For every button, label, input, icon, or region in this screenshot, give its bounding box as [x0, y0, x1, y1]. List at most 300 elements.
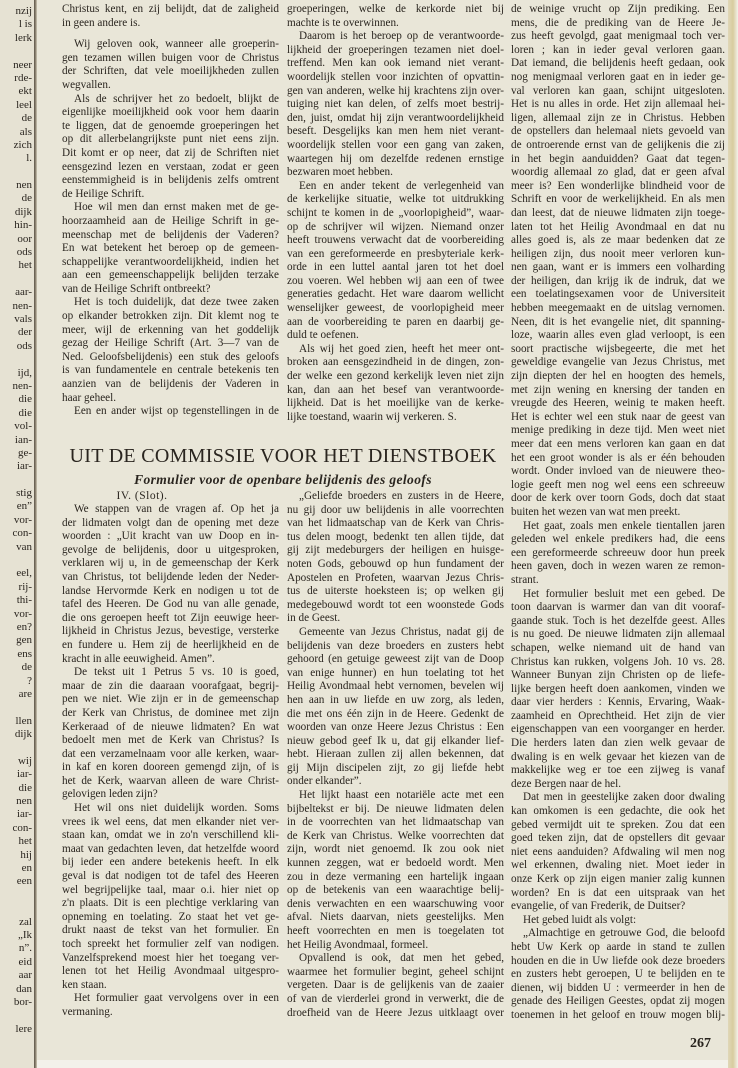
fragment-line	[0, 166, 32, 179]
text-line: nu gij door uw belijdenis in alle voorrechten	[287, 503, 504, 516]
fragment-line: thi-	[16, 594, 32, 607]
page-number: 267	[690, 1036, 711, 1051]
text-line: eensgezind lezen en verstaan, zodat er geen	[62, 160, 279, 173]
text-line: We stappen van de vragen af. Op het ja	[74, 503, 279, 515]
text-line: buiten het wezen van wat men preekt.	[511, 505, 681, 518]
fragment-line: llen	[15, 714, 32, 727]
text-line: en fundere u. Hem zij de heerlijkheid en de	[62, 638, 279, 651]
text-line: kan omkomen is een gedachte, die ook het	[511, 805, 725, 818]
text-line: daar vier herders : Kennis, Ervaring, Waak-	[511, 696, 725, 709]
fragment-line: het	[18, 835, 32, 848]
text-line: groeperingen, welke de kerkorde niet bij	[287, 3, 504, 15]
fragment-line: de	[21, 661, 32, 674]
fragment-line: het	[18, 259, 32, 272]
text-line: landse Hervormde Kerk en nodigen u tot de	[62, 584, 279, 597]
text-line: lijke toestand, waarin wij verkeren. S.	[287, 410, 457, 423]
text-line: de Kerk van Christus. Welke voorrechten dat	[287, 829, 504, 842]
text-line: bij ieder een andere betekenis heeft. In elk	[62, 856, 279, 869]
fragment-line: con-	[12, 527, 32, 540]
text-line: logie geeft men nog wel eens een schreeuw	[511, 478, 725, 491]
paragraph	[287, 30, 504, 180]
text-line: aanzien van de belijdenis der Vaderen in	[62, 378, 279, 391]
text-line: lijkheid in Christus Jezus, bevestige, versterke	[62, 625, 279, 638]
text-line: loze, waarin alles even glad verloopt, is een	[511, 329, 725, 342]
text-line: staan kan, omdat we in zo'n verschillend kli-	[62, 829, 279, 842]
text-line: woorden : „Uit kracht van uw Doop en in-	[62, 530, 279, 543]
text-line: die ons geroepen heeft tot Zijn eeuwige heer-	[62, 611, 279, 624]
paragraph	[62, 296, 279, 405]
paragraph	[287, 3, 504, 30]
text-line: nen gaan, want er is immers een volharding	[511, 261, 725, 274]
fragment-line	[0, 474, 32, 487]
text-line: bedoelt men met de Kerk van Christus? Is	[62, 734, 279, 747]
fragment-line: l.	[26, 152, 32, 165]
text-line: Christus kan rukken, volgens Joh. 10 vs. 28.	[511, 655, 725, 668]
text-line: in kaf en koren dooreen gemengd zijn, of is	[62, 761, 279, 774]
text-line: van een gereformeerde en presbyteriale kerk-	[287, 247, 504, 260]
text-line: noten Gods, gebouwd op hun fundament der	[287, 557, 504, 570]
fragment-line: hin-	[14, 219, 32, 232]
text-line: op dit allerbelangrijkste punt niet eens zijn.	[62, 133, 279, 146]
text-line: orde in een luttel aantal jaren tot het doel	[287, 261, 504, 274]
fragment-line: ge-	[17, 446, 32, 459]
text-line: woordelijk stellen voor inzichten of opvattin-	[287, 70, 504, 83]
fragment-line: bor-	[13, 995, 32, 1008]
text-line: zou in deze vermaning een hartelijk ingaan	[287, 870, 504, 883]
text-line: nieuw gebod geef Ik u, dat gij elkander lief-	[287, 734, 504, 747]
article-subheading: Formulier voor de openbare belijdenis des geloofs	[134, 472, 432, 487]
text-line: eigenlijke moeilijkheid ook voor hem daarin	[62, 106, 279, 119]
text-line: wel erkennen, dwaling niet. Moet ieder in	[511, 859, 725, 872]
text-line: gaande stuk. Toch is het dezelfde geest. Alles	[511, 614, 725, 627]
paragraph	[511, 588, 725, 792]
text-line: Het gebed luidt als volgt:	[523, 913, 637, 926]
text-line: geweldige evangelie van Jezus Christus, met	[511, 356, 725, 369]
fragment-line: dijk	[14, 728, 32, 741]
page-edge	[728, 0, 738, 1068]
text-line: makkelijke weg er toe een zijweg is vanaf	[511, 764, 725, 777]
text-line: gelovigen leden zijn?	[62, 788, 158, 801]
text-line: nog menigmaal verloren gaat en in ieder ge-	[511, 70, 725, 83]
fragment-line: neer	[13, 58, 32, 71]
column-3	[511, 3, 725, 1023]
fragment-line: lerk	[14, 31, 32, 44]
text-line: loren ; kan in ieder geval verloren gaan.	[511, 43, 725, 56]
text-line: dwaling is en welk gevaar het kiezen van de	[511, 750, 725, 763]
text-line: door de kerk over toorn Gods, doch dat staat	[511, 492, 725, 505]
text-line: schijnt te komen in de „voorlopigheid”, waar-	[287, 206, 504, 219]
text-line: Het is nu alles in orde. Het zijn allemaal hei-	[511, 98, 725, 111]
text-line: en zusters hebt geroepen, U te belijden en te	[511, 968, 725, 981]
text-line: in de voorrechten van het lidmaatschap van	[287, 816, 504, 829]
paragraph	[62, 503, 279, 666]
column-1-bottom	[62, 503, 279, 1020]
text-line: heiligen zijn, dus nooit meer verloren kun-	[511, 247, 725, 260]
text-line: dienen, wij bidden U : vermeerder in hen de	[511, 981, 725, 994]
fragment-line	[0, 1009, 32, 1022]
text-line: lijkheid. Dat is het moeilijke van de kerke-	[287, 397, 504, 410]
text-line: meer dat een mens verloren kan gaan en dat	[511, 438, 725, 450]
paragraph	[287, 343, 504, 425]
text-line: afval. Niets daarvan, niets geestelijks. Men	[287, 911, 504, 924]
text-line: tuiging niet kan delen, of zelfs moet bestrij-	[287, 98, 504, 111]
fragment-line: n”.	[18, 942, 32, 955]
text-line: der Schriften, dat vele moeilijkheden zullen	[62, 65, 279, 78]
text-line: genade des Heiligen Geestes, opdat zij mogen	[511, 995, 725, 1008]
fragment-line: dan	[16, 982, 32, 995]
fragment-line	[0, 353, 32, 366]
fragment-line: iar-	[16, 460, 32, 473]
fragment-line: en”	[16, 500, 32, 513]
text-line: heeft trouwens verwacht dat de voorbereiding	[287, 234, 504, 247]
text-line: Kerkeraad of de nieuwe lidmaten? En wat	[62, 720, 279, 733]
text-line: dan leest, dat de nieuwe lidmaten zijn toege-	[511, 206, 725, 219]
column-2-top	[287, 3, 504, 424]
text-line: toenemen in het geloof en trouw mogen blij-	[511, 1008, 725, 1021]
text-line: De tekst uit 1 Petrus 5 vs. 10 is goed,	[74, 666, 279, 679]
text-line: dat een verzamelnaam voor alle kerken, waar-	[62, 747, 279, 760]
fragment-line: nen-	[12, 299, 32, 312]
text-line: kan, dan aan het besef van verantwoorde-	[287, 383, 504, 396]
text-line: evangelie, of van Frederik, de Duitser?	[511, 900, 686, 913]
text-line: Christus kent, en zij belijdt, dat de zaligheid	[62, 3, 279, 15]
text-line: Hoe wil men dan ernst maken met de ge-	[74, 201, 279, 214]
paragraph	[62, 405, 279, 419]
text-line: hebben meegemaakt en de uitslag vernomen.	[511, 302, 725, 315]
text-line: vergeten. Daar is de gelijkenis van de zaaier	[287, 979, 504, 992]
text-line: Gemeente van Jezus Christus, nadat gij de	[299, 625, 504, 638]
paragraph	[62, 802, 279, 992]
text-line: Die herders laten dan zien welk gevaar de	[511, 737, 725, 750]
text-line: woordig allemaal zo glad, dat er geen afval	[511, 166, 725, 179]
text-line: ken staan.	[62, 978, 107, 991]
text-line: eenstemmigheid is in belijdenis zelfs omtrent	[62, 174, 279, 187]
fragment-line: een	[16, 875, 32, 888]
text-line: in geen andere is.	[62, 16, 141, 29]
fragment-line: nzij	[15, 5, 32, 17]
text-line: der welke een gezond kerkelijk leven niet zijn	[287, 370, 504, 383]
text-line: het de Kerk, waarvan alleen de ware Christ-	[62, 774, 279, 787]
text-line: Ned. Geloofsbelijdenis) een stuk des geloofs	[62, 350, 279, 363]
text-line: wenselijker geweest, de voorlopigheid meer	[287, 302, 504, 315]
text-line: bijbeltekst er bij. De nieuwe lidmaten delen	[287, 802, 504, 815]
text-line: val verloren kan gaan, schijnt uitgesloten.	[511, 84, 725, 97]
paragraph	[62, 38, 279, 92]
text-line: bezwaren moet hebben.	[287, 166, 393, 179]
fragment-line: iar-	[16, 768, 32, 781]
fragment-line	[0, 701, 32, 714]
paragraph	[62, 3, 279, 30]
text-line: Het formulier besluit met een gebed. De	[523, 587, 725, 600]
fragment-line: zal	[19, 915, 32, 928]
text-line: Als de schrijver het zo bedoelt, blijkt de	[74, 92, 279, 105]
text-line: kunnen zeggen, wat er bedoeld wordt. Men	[287, 857, 504, 870]
text-line: onder elkander”.	[287, 775, 362, 788]
text-line: geval is dat nodigen tot de tafel des Heeren	[62, 870, 279, 883]
text-line: schapen, welke niemand uit de hand van	[511, 641, 725, 654]
text-line: der heiligen, dan krijg ik de indruk, dat we	[511, 274, 725, 287]
fragment-line: lere	[15, 1022, 32, 1035]
text-line: machte is te overwinnen.	[287, 16, 399, 29]
text-line: duld te oefenen.	[287, 329, 359, 342]
fragment-line: nen-	[12, 379, 32, 392]
text-line: z'n plaats. Dit is een plechtige verklaring van	[62, 897, 279, 910]
paragraph	[62, 93, 279, 202]
text-line: schappelijke verantwoordelijkheid, indien het	[62, 255, 279, 268]
fragment-line: ods	[16, 339, 32, 352]
text-line: lijke bergen heeft doen aankomen, vinden we	[511, 682, 725, 695]
fragment-line: der	[17, 326, 32, 339]
text-line: Het gaat, zoals men enkele tientallen jaren	[523, 519, 725, 532]
text-line: zaamheid en Oprechtheid. Het zijn de vier	[511, 709, 725, 722]
paragraph	[287, 180, 504, 343]
fragment-line: con-	[12, 821, 32, 834]
text-line: haar geheel.	[62, 391, 117, 404]
text-line: zijn diepten der hel en hoogten des hemels,	[511, 370, 725, 383]
text-line: de weinige vrucht op Zijn prediking. Een	[511, 3, 725, 15]
text-line: niet eens aanduiden? Afdwaling wil men nog	[511, 845, 725, 858]
text-line: laten tot het Heilig Avondmaal en dat nu	[511, 220, 725, 233]
text-line: „Almachtige en getrouwe God, die beloofd	[523, 927, 725, 940]
text-line: aan de voorbereiding te paren en daarbij ge-	[287, 315, 504, 328]
text-line: generaties gedacht. Het ware daarom wellicht	[287, 288, 504, 301]
text-line: van het lidmaatschap van de Kerk van Chris-	[287, 517, 504, 530]
text-line: Als wij het goed zien, heeft het meer ont-	[299, 342, 504, 355]
fragment-line: iar-	[16, 808, 32, 821]
text-line: hen aan in uw liefde en uw zorg, als leden,	[287, 693, 504, 706]
text-line: Daarom is het beroep op de verantwoorde-	[299, 30, 504, 43]
text-line: ligen, allemaal zijn ze in Christus. Hebben	[511, 111, 725, 124]
fragment-line: de	[21, 192, 32, 205]
fragment-line: eel,	[16, 567, 32, 580]
text-line: toon daarvan is warmer dan van dit vooraf-	[511, 601, 725, 614]
paragraph	[511, 927, 725, 1022]
text-line: deze Bergen naar de hel.	[511, 777, 622, 790]
fragment-line: wij	[17, 754, 32, 767]
fragment-line: vol-	[14, 420, 32, 433]
text-line: Vanzelfsprekend moest hier het toegang ver-	[62, 951, 279, 964]
previous-page-text-fragments	[0, 5, 32, 1036]
text-line: een gereformeerde schreeuw door hun preek	[511, 546, 725, 559]
text-line: mens, die de prediking van de Heere Je-	[511, 16, 725, 29]
text-line: maar de zin die daaraan voorafgaat, begrij-	[62, 679, 279, 692]
text-line: die met ons één zijn in de Heere. Gedenkt de	[287, 707, 504, 720]
text-line: gen van anderen, welke hij krachtens zijn over-	[287, 84, 504, 97]
text-line: Het formulier gaat vervolgens over in een	[74, 992, 279, 1005]
paragraph	[287, 789, 504, 952]
text-line: denis verwachten en een waarschuwing voor	[287, 897, 504, 910]
text-line: Neen, dit is het evangelie niet, dit spanning-	[511, 315, 725, 328]
fragment-line	[0, 554, 32, 567]
paragraph	[287, 626, 504, 789]
text-line: Wanneer Bunyan zijn Christen op de liefe-	[511, 669, 725, 682]
paragraph	[511, 3, 725, 520]
text-line: „Geliefde broeders en zusters in de Heere,	[299, 490, 504, 502]
text-line: een toelatingsexamen voor de Universiteit	[511, 288, 725, 301]
fragment-line: leel	[16, 98, 32, 111]
paragraph	[62, 992, 279, 1019]
text-line: hebt Uw Kerk op aarde in stand te zullen	[511, 940, 725, 953]
text-line: medegebouwd wordt tot een woonstede Gods	[287, 598, 504, 611]
fragment-line: aar	[18, 969, 32, 982]
text-line: toch spreekt het formulier zelf van nodigen.	[62, 938, 279, 950]
fragment-line: vor-	[13, 607, 32, 620]
text-line: wel begrijpelijke taal, maar o.i. hier niet op	[62, 883, 279, 896]
text-line: van enige hunner) en hun toelating tot het	[287, 666, 504, 679]
text-line: kracht in alle eeuwigheid. Amen”.	[62, 652, 215, 665]
text-line: hebt. Hieraan zullen zij allen bekennen, dat	[287, 748, 504, 761]
text-line: pen we niet. Wie zijn er in de gemeenschap	[62, 693, 279, 706]
text-line: Wij geloven ook, wanneer alle groeperin-	[74, 38, 279, 51]
text-line: Het is echter wel een stuk naar de geest van	[511, 410, 725, 423]
fragment-line: en	[21, 862, 32, 874]
text-line: Dat iemand, die belijdenis heeft gedaan, ook	[511, 57, 725, 70]
text-line: den, juist, omdat hij zijn verantwoordelijkheid	[287, 111, 504, 124]
text-line: treffend. Men kan ook iemand niet verant-	[287, 57, 504, 70]
text-line: zus heeft gevolgd, gaat menigmaal toch ver-	[511, 30, 725, 43]
text-line: op elkander betrokken zijn. Dit klemt nog te	[62, 310, 279, 323]
text-line: op de schrijver wil wijzen. Niemand onzer	[287, 220, 504, 233]
fragment-line: ian-	[14, 433, 32, 446]
text-line: zou voeren. Wel hebben wij aan een of twee	[287, 274, 504, 287]
fragment-line: gen	[16, 634, 32, 647]
paragraph	[511, 520, 725, 588]
text-line: met zijn wening en knersing der tanden en	[511, 383, 725, 396]
text-line: En wat betekent het beroep op de gemeen-	[62, 242, 279, 255]
fragment-line: stig	[16, 487, 32, 500]
text-line: der Kerk van Christus, de dominee met zijn	[62, 706, 279, 719]
fragment-line	[0, 45, 32, 58]
fragment-line	[0, 902, 32, 915]
text-line: lijkheid der groeperingen tezamen niet doel-	[287, 43, 504, 56]
text-line: heen gaven, doch in wezen waren ze remon-	[511, 560, 725, 573]
text-line: strant.	[511, 573, 539, 586]
text-line: het een groot wonder is als er één behouden	[511, 451, 725, 464]
text-line: vreugde des Heeren, weinig te maken heeft.	[511, 397, 725, 410]
text-line: op de betekenis van een waarachtige belij-	[287, 884, 504, 897]
text-line: meenschap met de belijdenis der Vaderen?	[62, 228, 279, 241]
text-line: verklaren wij u, in de gemeenschap der Kerk	[62, 557, 279, 570]
paragraph	[511, 914, 725, 928]
fragment-line: rij-	[18, 580, 32, 593]
fragment-line: oor	[17, 232, 32, 245]
text-line: Een en ander wijst op tegenstellingen in de	[74, 405, 279, 418]
fragment-line: ens	[17, 647, 32, 660]
text-line: broken aan eensgezindheid in de dingen, zon-	[287, 356, 504, 369]
text-line: worden? En is dat een uitspraak van het	[511, 886, 725, 899]
text-line: gij Mijn discipelen zijt, zo gij liefde hebt	[287, 761, 504, 774]
column-2-bottom	[287, 490, 504, 1020]
text-line: van de Heilige Schrift ontbreekt?	[62, 282, 211, 295]
fragment-line: ?	[27, 674, 32, 687]
fragment-line	[0, 889, 32, 902]
text-line: wordt. Onder invloed van de nieuwere theo-	[511, 465, 725, 478]
text-line: de kerkelijke situatie, welke tot uitdrukking	[287, 193, 504, 206]
text-line: onze Kerk op zijn eigen manier zalig kunnen	[511, 873, 725, 885]
text-line: aan een gemeenschappelijk belijden terzake	[62, 269, 279, 282]
text-line: het Heilig Avondmaal, formeel.	[287, 938, 429, 951]
fragment-line: eid	[18, 955, 32, 968]
fragment-line: dijk	[14, 205, 32, 218]
text-line: tus delen moogt, bedenkt ten allen tijde, dat	[287, 530, 504, 543]
paragraph	[511, 791, 725, 913]
fragment-line: rde-	[14, 71, 32, 84]
text-line: waarmee het formulier begint, geheel schijnt	[287, 965, 504, 978]
paragraph	[287, 490, 504, 626]
text-line: wegvallen.	[62, 78, 111, 91]
fragment-line: nen	[16, 795, 32, 808]
fragment-line: hij	[20, 848, 32, 861]
text-line: beseft. Desgelijks kan men hem niet verant-	[287, 125, 504, 138]
fragment-line: „Ik	[17, 928, 32, 941]
fragment-line	[0, 741, 32, 754]
text-line: Het lijkt haast een notariële acte met een	[299, 789, 504, 802]
text-line: waartegen hij om dezelfde redenen ernstige	[287, 152, 504, 165]
text-line: soort practische wijsbegeerte, die met het	[511, 342, 725, 355]
text-line: meer, wijl de erkenning van het goddelijk	[62, 323, 279, 336]
text-line: eigenschappen van een voorganger en herder.	[511, 723, 725, 736]
paragraph	[287, 952, 504, 1020]
fragment-line: nen	[16, 179, 32, 192]
paragraph	[62, 666, 279, 802]
text-line: woorden van onze Heere Jezus Christus : Een	[287, 721, 504, 734]
text-line: Apostelen en Profeten, waarvan Jezus Chris-	[287, 571, 504, 584]
text-line: gezag der Heilige Schrift (Art. 3—7 van de	[62, 337, 279, 350]
text-line: tus de uiterste hoeksteen is; op welken gij	[287, 585, 504, 598]
fragment-line: ods	[16, 246, 32, 259]
text-line: vrees ik wel eens, dat men elkander niet ver-	[62, 815, 279, 828]
text-line: vermaning.	[62, 1005, 113, 1018]
text-line: Schrift en voor de werkelijkheid. En als men	[511, 193, 725, 206]
article-heading: UIT DE COMMISSIE VOOR HET DIENSTBOEK	[69, 445, 497, 467]
column-1-top	[62, 3, 279, 419]
fragment-line: van	[16, 540, 32, 553]
text-line: woordelijk stellen voor een gang van zaken,	[287, 138, 504, 151]
text-line: de Heilige Schrift.	[62, 187, 145, 200]
text-line: menige prediking in deze tijd. Men weet niet	[511, 424, 725, 437]
fragment-line: die	[18, 781, 32, 794]
fragment-line	[0, 273, 32, 286]
fragment-line: die	[18, 393, 32, 406]
text-line: maat van gedachten leven, dat hetzelfde woord	[62, 842, 279, 855]
fragment-line: ijd,	[17, 366, 32, 379]
text-line: of van de vierderlei grond in verwerkt, die de	[287, 992, 504, 1005]
text-line: zijn, wordt niet genoemd. Ik zou ook niet	[287, 843, 504, 856]
fragment-line: aar-	[15, 286, 32, 299]
text-line: droefheid van de Heere Jezus uitklaagt over	[287, 1006, 504, 1019]
text-line: houden en die in Uw liefde ook deze broeders	[511, 954, 725, 967]
text-line: gij zijt medeburgers der heiligen en huisge-	[287, 544, 504, 557]
text-line: Dit komt er op neer, dat zij de Schriften niet	[62, 146, 279, 159]
fragment-line: als	[19, 125, 32, 138]
text-line: in het begin aanduidden? Gaat dat tegen-	[511, 152, 725, 165]
text-line: gehoord (en getuige geweest zijt van de Doop	[287, 653, 504, 666]
text-line: alles goed is, als ze maar bedenken dat ze	[511, 234, 725, 247]
fragment-line: ekt	[18, 85, 32, 98]
text-line: te liggen, dat de genoemde groeperingen het	[62, 119, 279, 132]
text-line: in de Geest.	[287, 612, 341, 625]
fragment-line: de	[21, 112, 32, 125]
text-line: goed teken zijn, dat de opstellers dit gevaar	[511, 832, 725, 845]
text-line: hoorzaamheid aan de Heilige Schrift in ge-	[62, 214, 279, 227]
text-line: opneming en toelating. Zo staat het vet ge-	[62, 910, 279, 923]
text-line: Heilig Avondmaal hebt vernomen, bevelen wij	[287, 680, 504, 693]
text-line: Het is toch duidelijk, dat deze twee zaken	[74, 296, 279, 309]
text-line: Het wil ons niet duidelijk worden. Soms	[74, 802, 279, 815]
text-line: heeft voorrechten en men is toegelaten tot	[287, 925, 504, 937]
text-line: belijdenis van deze broeders en zusters hebt	[287, 639, 504, 652]
text-line: is van fundamentele en centrale betekenis ten	[62, 364, 279, 377]
